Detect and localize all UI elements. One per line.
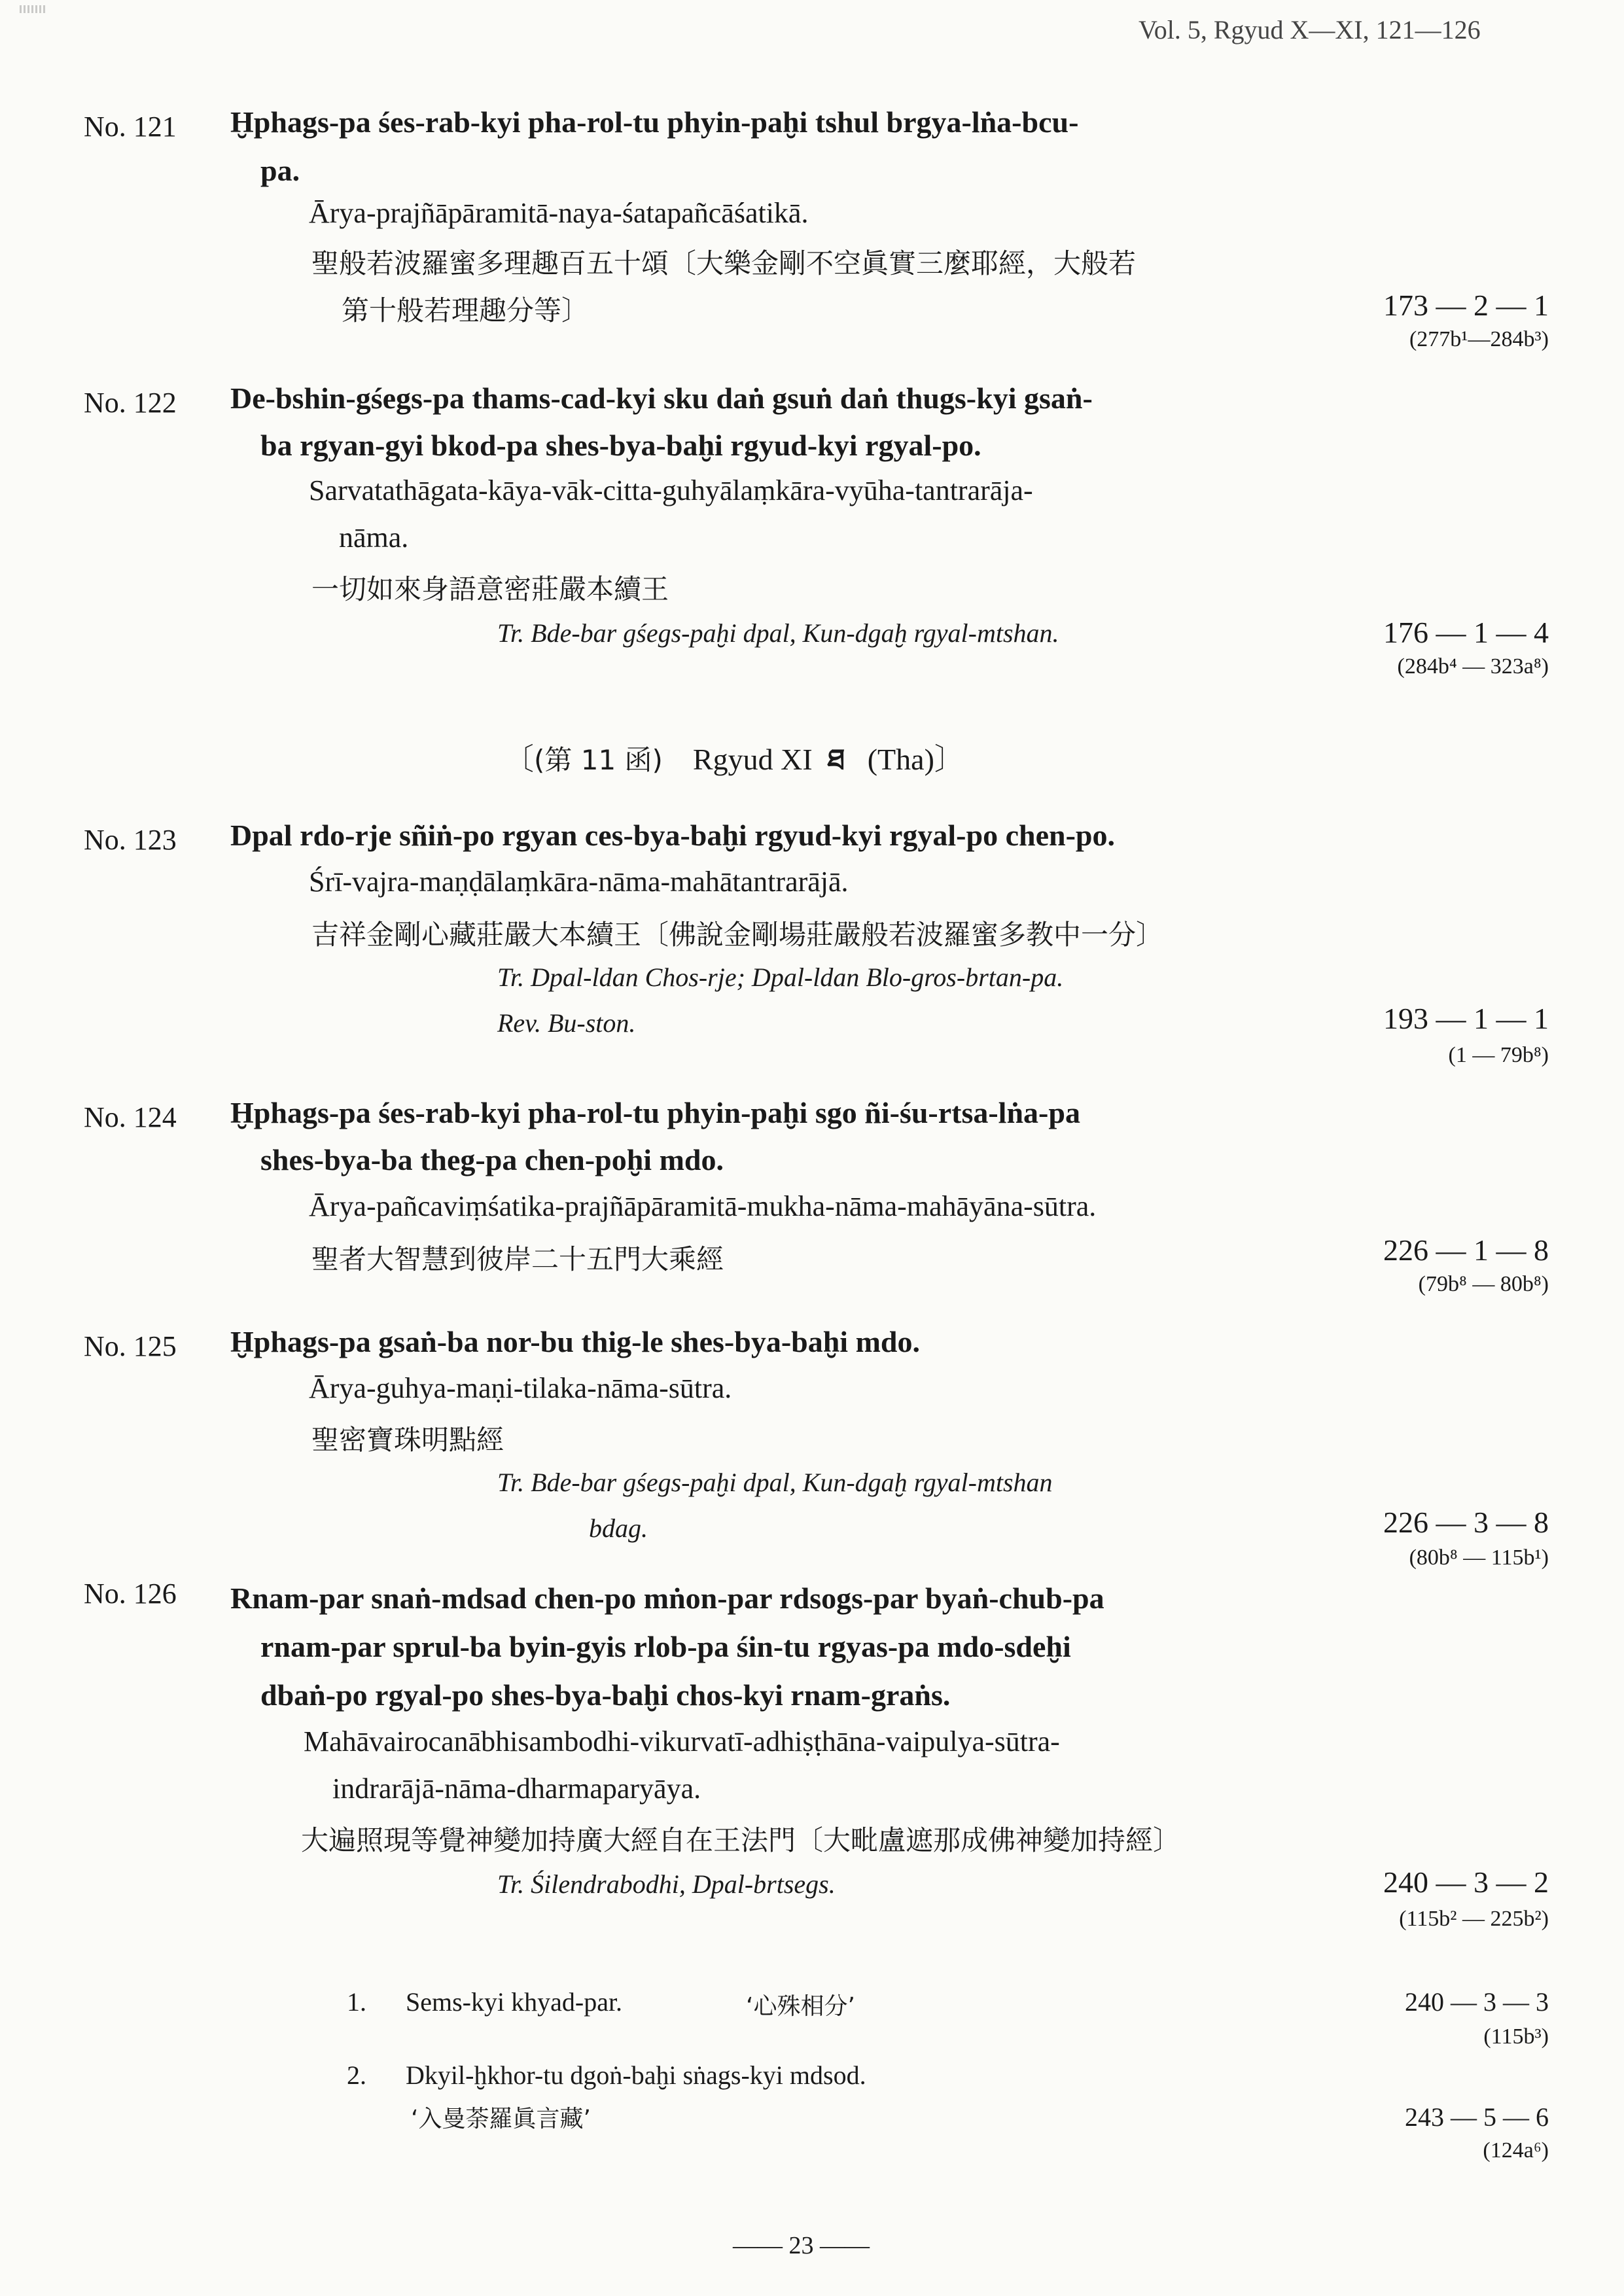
chinese-title: 聖密寶珠明點經	[311, 1424, 504, 1456]
folio-range: (80b⁸ — 115b¹)	[1409, 1545, 1549, 1570]
volume-reference: 240 — 3 — 2	[1383, 1865, 1549, 1899]
sanskrit-title: Ārya-prajñāpāramitā-naya-śatapañcāśatikā.	[309, 197, 809, 229]
sanskrit-title: Mahāvairocanābhisambodhi-vikurvatī-adhiṣṭhāna-vaipulya-sūtra-	[304, 1725, 1060, 1757]
entry-number: No. 121	[84, 111, 177, 143]
tibetan-letter: ཐ	[827, 744, 845, 776]
subitem-reference: 243 — 5 — 6	[1405, 2102, 1549, 2132]
tibetan-title: dbaṅ-po rgyal-po shes-bya-baḫi chos-kyi rnam-graṅs.	[260, 1678, 951, 1712]
sanskrit-title: indrarājā-nāma-dharmaparyāya.	[332, 1773, 701, 1805]
subitem-title: Dkyil-ḫkhor-tu dgoṅ-baḫi sṅags-kyi mdsod.	[406, 2060, 866, 2090]
sanskrit-title: Śrī-vajra-maṇḍālaṃkāra-nāma-mahātantrarājā.	[309, 866, 849, 898]
tibetan-title: shes-bya-ba theg-pa chen-poḫi mdo.	[260, 1143, 724, 1176]
entry-number: No. 126	[84, 1578, 177, 1610]
tibetan-title: Rnam-par snaṅ-mdsad chen-po mṅon-par rdsogs-par byaṅ-chub-pa	[230, 1581, 1104, 1615]
section-latin: Rgyud XI	[692, 743, 813, 776]
sanskrit-title: nāma.	[339, 521, 409, 554]
translator-line: bdag.	[589, 1513, 648, 1543]
translator-line: Tr. Dpal-ldan Chos-rje; Dpal-ldan Blo-gros-brtan-pa.	[497, 963, 1064, 992]
volume-reference: 173 — 2 — 1	[1383, 289, 1549, 322]
folio-range: (79b⁸ — 80b⁸)	[1418, 1272, 1549, 1296]
translator-line: Tr. Śilendrabodhi, Dpal-brtsegs.	[497, 1869, 836, 1899]
chinese-title: 大遍照現等覺神變加持廣大經自在王法門〔大毗盧遮那成佛神變加持經〕	[301, 1824, 1181, 1856]
section-heading	[504, 728, 964, 809]
volume-reference: 176 — 1 — 4	[1383, 616, 1549, 649]
tibetan-title: ba rgyan-gyi bkod-pa shes-bya-baḫi rgyud-kyi rgyal-po.	[260, 429, 981, 462]
folio-range: (1 — 79b⁸)	[1448, 1043, 1549, 1067]
sanskrit-title: Ārya-pañcaviṃśatika-prajñāpāramitā-mukha-nāma-mahāyāna-sūtra.	[309, 1190, 1097, 1222]
folio-range: (284b⁴ — 323a⁸)	[1397, 654, 1549, 679]
subitem-title: Sems-kyi khyad-par.	[406, 1987, 623, 2017]
volume-reference: 193 — 1 — 1	[1383, 1002, 1549, 1035]
chinese-title: 吉祥金剛心藏莊嚴大本續王〔佛說金剛場莊嚴般若波羅蜜多教中一分〕	[311, 919, 1164, 951]
folio-range: (277b¹—284b³)	[1409, 327, 1549, 351]
chinese-title: 聖者大智慧到彼岸二十五門大乘經	[311, 1243, 724, 1275]
subitem-folio: (124a⁶)	[1483, 2138, 1549, 2163]
tibetan-title: Dpal rdo-rje sñiṅ-po rgyan ces-bya-baḫi rgyud-kyi rgyal-po chen-po.	[230, 819, 1115, 852]
subitem-folio: (115b³)	[1483, 2024, 1549, 2049]
sanskrit-title: Sarvatathāgata-kāya-vāk-citta-guhyālaṃkāra-vyūha-tantrarāja-	[309, 474, 1033, 506]
tibetan-title: Ḫphags-pa śes-rab-kyi pha-rol-tu phyin-paḫi tshul brgya-lṅa-bcu-	[230, 105, 1079, 139]
chinese-title: 聖般若波羅蜜多理趣百五十頌〔大樂金剛不空眞實三麼耶經，大般若	[311, 247, 1137, 279]
entry-number: No. 122	[84, 387, 177, 419]
page-number: —— 23 ——	[733, 2232, 870, 2259]
entry-number: No. 124	[84, 1101, 177, 1133]
subitem-number: 2.	[347, 2060, 366, 2090]
running-head: Vol. 5, Rgyud X—XI, 121—126	[1139, 15, 1481, 44]
subitem-number: 1.	[347, 1987, 366, 2017]
translator-line: Tr. Bde-bar gśegs-paḫi dpal, Kun-dgaḫ rgyal-mtshan.	[497, 618, 1059, 648]
scan-speck	[20, 5, 47, 13]
entry-number: No. 123	[84, 824, 177, 856]
reviser-line: Rev. Bu-ston.	[497, 1008, 636, 1038]
section-bracket-close: (Tha)〕	[867, 743, 964, 776]
translator-line: Tr. Bde-bar gśegs-paḫi dpal, Kun-dgaḫ rgyal-mtshan	[497, 1468, 1053, 1497]
tibetan-title: rnam-par sprul-ba byin-gyis rlob-pa śin-tu rgyas-pa mdo-sdeḫi	[260, 1630, 1071, 1663]
entry-number: No. 125	[84, 1330, 177, 1362]
tibetan-title: De-bshin-gśegs-pa thams-cad-kyi sku daṅ gsuṅ daṅ thugs-kyi gsaṅ-	[230, 381, 1093, 415]
subitem-reference: 240 — 3 — 3	[1405, 1987, 1549, 2017]
tibetan-title: pa.	[260, 154, 300, 187]
tibetan-title: Ḫphags-pa śes-rab-kyi pha-rol-tu phyin-paḫi sgo ñi-śu-rtsa-lṅa-pa	[230, 1096, 1080, 1129]
folio-range: (115b² — 225b²)	[1399, 1907, 1549, 1931]
tibetan-title: Ḫphags-pa gsaṅ-ba nor-bu thig-le shes-bya-baḫi mdo.	[230, 1325, 920, 1358]
subitem-chinese: ‘心殊相分’	[746, 1993, 855, 2020]
volume-reference: 226 — 1 — 8	[1383, 1233, 1549, 1267]
section-chinese: (第 11 函)	[534, 744, 663, 776]
chinese-title: 一切如來身語意密莊嚴本續王	[311, 573, 669, 605]
volume-reference: 226 — 3 — 8	[1383, 1506, 1549, 1539]
subitem-chinese: ‘入曼荼羅眞言藏’	[411, 2106, 591, 2132]
section-bracket-open: 〔	[504, 743, 534, 776]
chinese-title: 第十般若理趣分等〕	[342, 294, 590, 327]
sanskrit-title: Ārya-guhya-maṇi-tilaka-nāma-sūtra.	[309, 1372, 732, 1404]
